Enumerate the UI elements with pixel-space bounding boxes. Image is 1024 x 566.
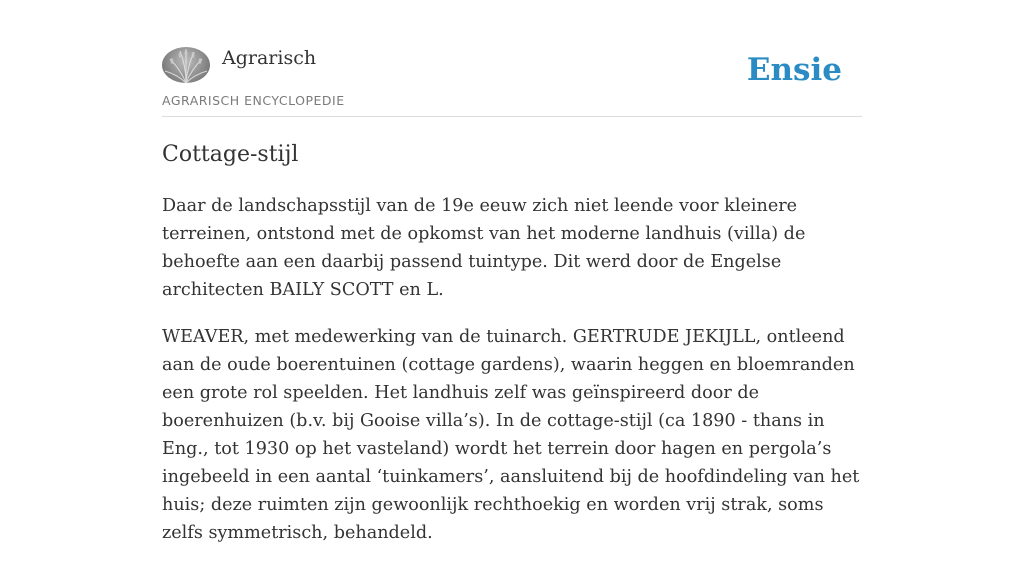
site-title[interactable]: Agrarisch <box>222 47 317 69</box>
ensie-logo-link[interactable]: Ensie <box>746 52 842 88</box>
article-paragraph: Daar de landschapsstijl van de 19e eeuw zich niet leende voor kleinere terreinen, ontstond met de opkomst van het moderne landhuis (villa) de behoefte aan een daarbij passend tuintype. Dit werd door de Engelse architecten BAILY SCOTT en L. <box>162 196 806 300</box>
site-header <box>162 44 862 117</box>
page-title: Cottage-stijl <box>162 142 299 167</box>
article-paragraph: WEAVER, met medewerking van de tuinarch. GERTRUDE JEKIJLL, ontleend aan de oude boerentuinen (cottage gardens), waarin heggen en bloemranden een grote rol speelden. Het landhuis zelf was geïnspireerd door de boerenhuizen (b.v. bij Gooise villa’s). In de cottage-stijl (ca 1890 - thans in Eng., tot 1930 op het vasteland) wordt het terrein door hagen en pergola’s ingebeeld in een aantal ‘tuinkamers’, aansluitend bij de hoofdindeling van het huis; deze ruimten zijn gewoonlijk rechthoekig en worden vrij strak, soms zelfs symmetrisch, behandeld. <box>162 327 860 543</box>
article-body <box>162 192 862 566</box>
wheat-icon[interactable] <box>162 47 210 83</box>
site-subtitle: AGRARISCH ENCYCLOPEDIE <box>162 93 345 108</box>
